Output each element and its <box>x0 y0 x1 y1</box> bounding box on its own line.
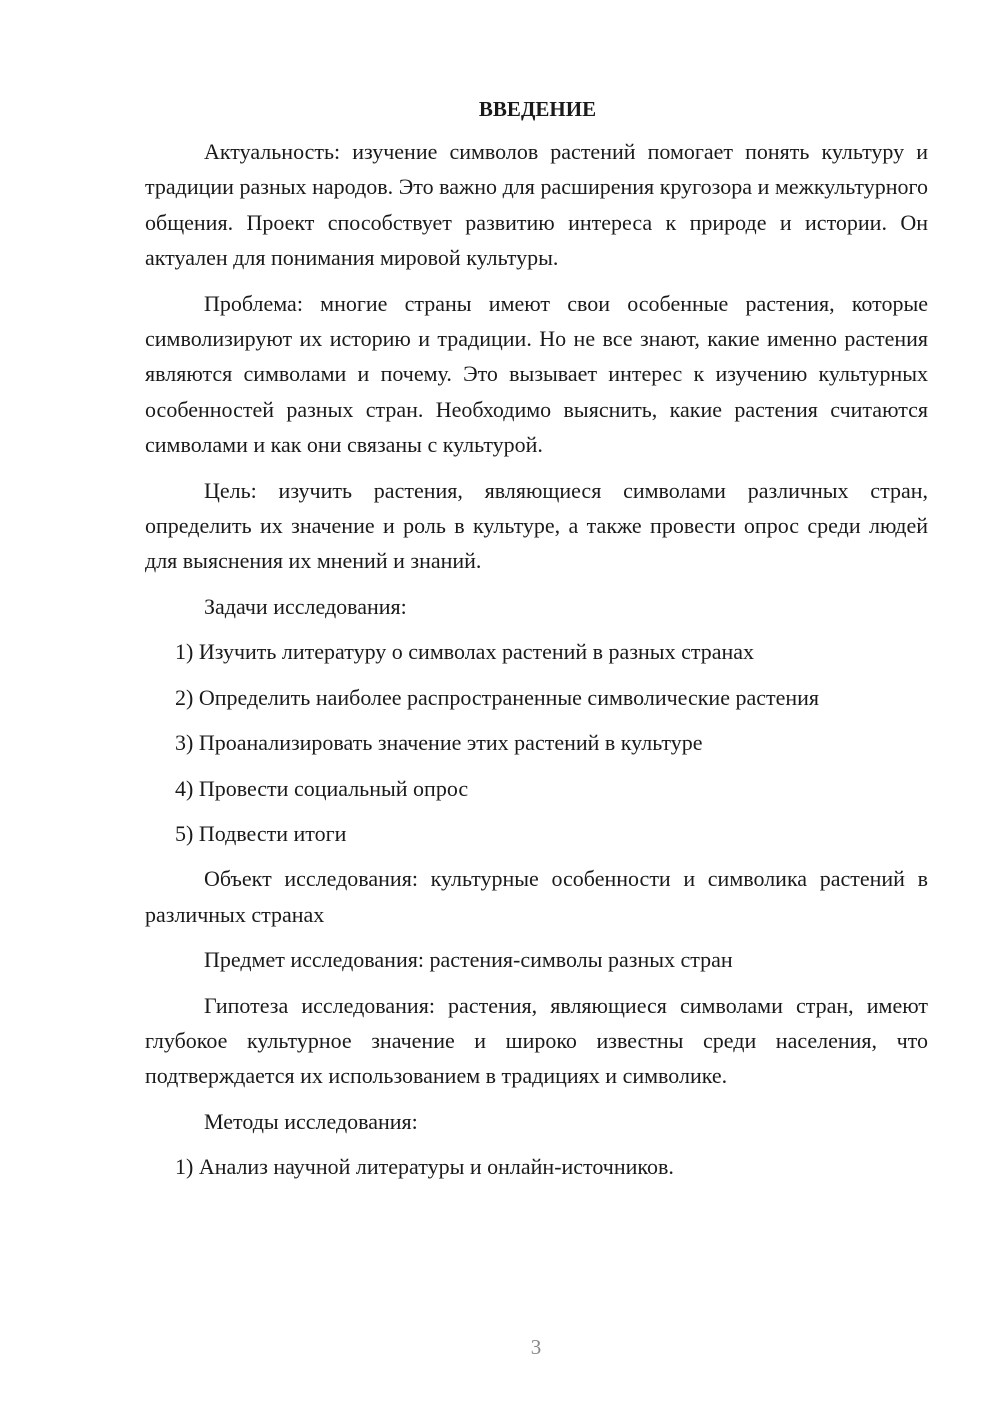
tasks-heading: Задачи исследования: <box>204 593 407 619</box>
methods-heading: Методы исследования: <box>204 1108 418 1134</box>
hypothesis-paragraph: Гипотеза исследования: растения, являющиеся символами стран, имеют глубокое культурное значение и широко известны среди населения, что подтверждается их использованием в традициях и символике. <box>145 992 928 1089</box>
problem-paragraph: Проблема: многие страны имеют свои особенные растения, которые символизируют их историю и традиции. Но не все знают, какие именно растения являются символами и почему. Это вызывает интерес к изучению культурных особенностей разных стран. Необходимо выяснить, какие растения считаются символами и как они связаны с культурой. <box>145 290 928 458</box>
task-item: 2) Определить наиболее распространенные символические растения <box>175 684 820 710</box>
task-item: 4) Провести социальный опрос <box>175 775 469 801</box>
relevance-paragraph: Актуальность: изучение символов растений помогает понять культуру и традиции разных народов. Это важно для расширения кругозора и межкультурного общения. Проект способствует развитию интереса к природе и истории. Он актуален для понимания мировой культуры. <box>145 139 928 271</box>
page-content <box>145 94 928 1195</box>
subject-paragraph: Предмет исследования: растения-символы разных стран <box>204 947 733 973</box>
task-item: 3) Проанализировать значение этих растений в культуре <box>175 730 703 756</box>
section-title: ВВЕДЕНИЕ <box>478 97 597 121</box>
task-item: 5) Подвести итоги <box>175 820 347 846</box>
object-paragraph: Объект исследования: культурные особенности и символика растений в различных странах <box>145 866 928 927</box>
page-number: 3 <box>530 1335 542 1359</box>
goal-paragraph: Цель: изучить растения, являющиеся символами различных стран, определить их значение и роль в культуре, а также провести опрос среди людей для выяснения их мнений и знаний. <box>145 477 928 574</box>
task-item: 1) Изучить литературу о символах растений в разных странах <box>175 639 755 665</box>
method-item: 1) Анализ научной литературы и онлайн-источников. <box>175 1154 674 1180</box>
